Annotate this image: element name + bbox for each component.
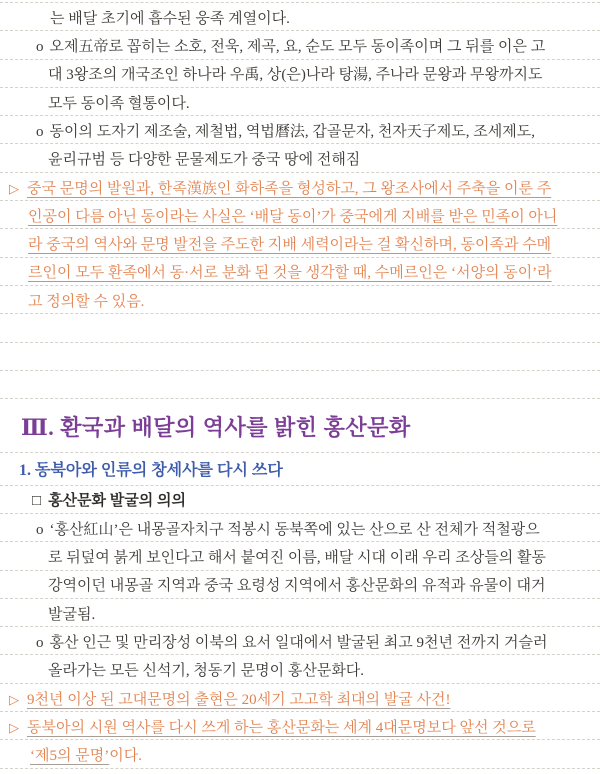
line-text: 이다. — [109, 748, 142, 765]
arrow-bullet-icon: ▷ — [9, 180, 19, 196]
line-text: 1. 동북아와 인류의 창세사를 다시 쓰다 — [19, 462, 283, 480]
line-text: 올라가는 모든 신석기, 청동기 문명이 홍산문화다. — [48, 663, 365, 680]
line-text: 인공이 다름 아닌 동이라는 사실은 ‘배달 동이’가 중국에게 지배를 받은 민족이 아니 — [28, 208, 558, 225]
annotation-line — [0, 740, 600, 768]
sub-heading — [0, 453, 600, 486]
blank-line — [0, 343, 600, 371]
line-text: 윤리규범 등 다양한 문물제도가 중국 땅에 전해짐 — [48, 152, 361, 169]
line-text: 오제五帝로 꼽히는 소호, 전욱, 제곡, 요, 순도 모두 동이족이며 그 뒤를 이은 고 — [49, 39, 546, 56]
annotation-line — [0, 173, 600, 201]
line-text: 강역이던 내몽골 지역과 중국 요령성 지역에서 홍산문화의 유적과 유물이 대거 — [48, 578, 546, 595]
line-text: 발굴됨. — [48, 606, 96, 623]
annotation-line — [0, 229, 600, 257]
text-line — [0, 655, 600, 683]
arrow-bullet-icon: ▷ — [9, 720, 19, 736]
topic-line — [0, 486, 600, 514]
text-line — [0, 60, 600, 88]
line-text: 홍산문화 발굴의 의의 — [48, 493, 186, 510]
arrow-bullet-icon: ▷ — [9, 691, 19, 707]
list-item — [0, 116, 600, 144]
list-item — [0, 31, 600, 59]
square-bullet-icon: □ — [32, 493, 42, 510]
line-text: 대 3왕조의 개국조인 하나라 우禹, 상(은)나라 탕湯, 주나라 문왕과 무왕까지도 — [48, 67, 543, 84]
blank-line — [0, 314, 600, 342]
text-line — [0, 599, 600, 627]
o-bullet-marker: o — [36, 634, 44, 651]
list-item — [0, 627, 600, 655]
line-text: 모두 동이족 혈통이다. — [48, 95, 190, 112]
line-text: 중국 문명의 발원과, 한족漢族인 화하족을 형성하고, 그 왕조사에서 주축을 이룬 주 — [27, 180, 552, 197]
annotation-line — [0, 258, 600, 286]
line-text: Ⅲ. 환국과 배달의 역사를 밝힌 홍산문화 — [21, 415, 411, 441]
line-text: 홍산 인근 및 만리장성 이북의 요서 일대에서 발굴된 최고 9천년 전까지 거슬러 — [49, 634, 548, 651]
line-text: 동이의 도자기 제조술, 제철법, 역법曆法, 갑골문자, 천자天子제도, 조세제도, — [49, 123, 535, 140]
line-text: 라 중국의 역사와 문명 발전을 주도한 지배 세력이라는 걸 확신하며, 동이족과 수메 — [28, 237, 552, 254]
line-text: 로 뒤덮여 붉게 보인다고 해서 붙여진 이름, 배달 시대 이래 우리 조상들의 활동 — [48, 550, 546, 567]
blank-line — [0, 371, 600, 399]
line-text: 고 정의할 수 있음. — [28, 293, 145, 310]
annotation-line — [0, 201, 600, 229]
line-text: 동북아의 시원 역사를 다시 쓰게 하는 홍산문화는 세계 4대문명보다 앞선 것으로 — [27, 719, 536, 736]
line-text: 9천년 이상 된 고대문명의 출현은 20세기 고고학 최대의 발굴 사건! — [27, 691, 451, 708]
o-bullet-marker: o — [36, 39, 44, 56]
text-line — [0, 542, 600, 570]
section-heading — [0, 399, 600, 453]
text-line — [0, 88, 600, 116]
text-line — [0, 144, 600, 172]
o-bullet-marker: o — [36, 123, 44, 140]
text-line — [0, 571, 600, 599]
line-text: ‘홍산紅山’은 내몽골자치구 적봉시 동북쪽에 있는 산으로 산 전체가 적철광으 — [49, 521, 540, 538]
annotation-line — [0, 712, 600, 740]
o-bullet-marker: o — [36, 521, 44, 538]
line-text: 르인이 모두 환족에서 동·서로 분화 된 것을 생각할 때, 수메르인은 ‘서양의 동이’라 — [28, 265, 552, 282]
line-text: 는 배달 초기에 흡수된 웅족 계열이다. — [50, 10, 290, 27]
annotation-line — [0, 286, 600, 314]
text-line — [0, 3, 600, 31]
list-item — [0, 514, 600, 542]
line-text: ‘제5의 문명’ — [30, 748, 110, 765]
annotation-line — [0, 684, 600, 712]
